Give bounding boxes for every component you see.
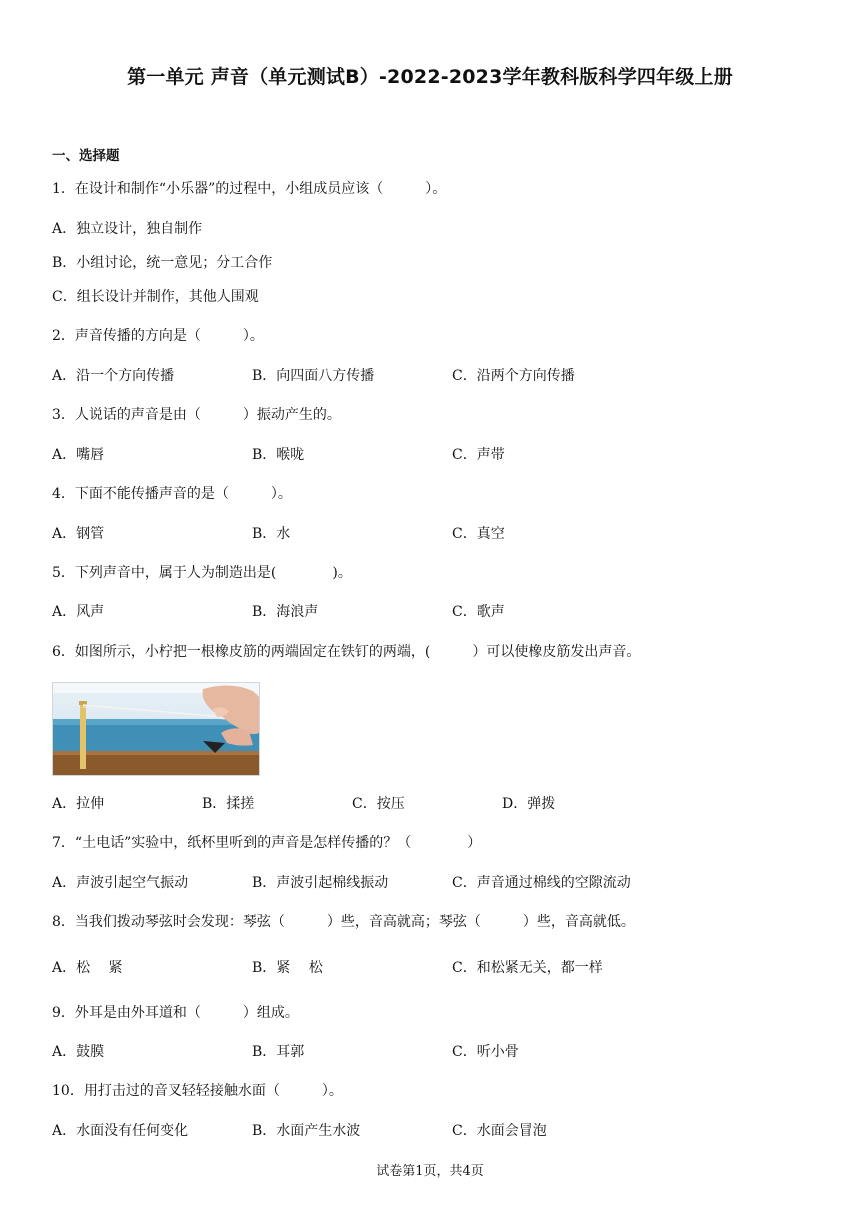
question-6-option-a: A．拉伸: [52, 796, 105, 812]
question-5-option-c: C．歌声: [452, 604, 505, 620]
question-7-stem: 7．“土电话”实验中，纸杯里听到的声音是怎样传播的？（ ）: [52, 835, 482, 851]
question-2-option-b: B．向四面八方传播: [252, 368, 375, 384]
question-6-option-b: B．揉搓: [202, 796, 255, 812]
question-10-option-c: C．水面会冒泡: [452, 1123, 547, 1139]
question-6-option-c: C．按压: [352, 796, 405, 812]
question-9-option-a: A．鼓膜: [52, 1044, 105, 1060]
question-4-option-a: A．钢管: [52, 526, 105, 542]
question-3-option-a: A．嘴唇: [52, 447, 105, 463]
question-4-option-c: C．真空: [452, 526, 505, 542]
question-6-stem: 6．如图所示，小柠把一根橡皮筋的两端固定在铁钉的两端，( ）可以使橡皮筋发出声音。: [52, 644, 641, 660]
question-1-stem: 1．在设计和制作“小乐器”的过程中，小组成员应该（ ）。: [52, 181, 447, 197]
question-10-option-a: A．水面没有任何变化: [52, 1123, 189, 1139]
question-7-option-a: A．声波引起空气振动: [52, 875, 189, 891]
question-1-option-a: A．独立设计，独自制作: [52, 221, 203, 237]
question-7-option-c: C．声音通过棉线的空隙流动: [452, 875, 631, 891]
question-5-stem: 5．下列声音中，属于人为制造出是( )。: [52, 565, 352, 581]
question-7-option-b: B．声波引起棉线振动: [252, 875, 389, 891]
question-8-option-a: A．松 紧: [52, 960, 123, 976]
rubber-band-photo: [52, 682, 260, 776]
question-10-stem: 10．用打击过的音叉轻轻接触水面（ ）。: [52, 1083, 343, 1099]
question-1-option-c: C．组长设计并制作，其他人围观: [52, 289, 259, 305]
question-2-option-c: C．沿两个方向传播: [452, 368, 575, 384]
question-10-option-b: B．水面产生水波: [252, 1123, 361, 1139]
question-4-stem: 4．下面不能传播声音的是（ ）。: [52, 486, 292, 502]
question-8-option-b: B．紧 松: [252, 960, 323, 976]
question-9-option-b: B．耳郭: [252, 1044, 305, 1060]
question-1-option-b: B．小组讨论，统一意见；分工合作: [52, 255, 273, 271]
question-3-option-c: C．声带: [452, 447, 505, 463]
question-2-stem: 2．声音传播的方向是（ ）。: [52, 328, 264, 344]
question-5-option-b: B．海浪声: [252, 604, 319, 620]
section-heading: 一、选择题: [52, 148, 120, 164]
question-3-option-b: B．喉咙: [252, 447, 305, 463]
question-8-stem: 8．当我们拨动琴弦时会发现：琴弦（ ）些，音高就高；琴弦（ ）些，音高就低。: [52, 914, 635, 930]
page-footer: 试卷第1页，共4页: [376, 1164, 484, 1179]
question-5-option-a: A．风声: [52, 604, 105, 620]
question-8-option-c: C．和松紧无关，都一样: [452, 960, 603, 976]
question-2-option-a: A．沿一个方向传播: [52, 368, 175, 384]
question-4-option-b: B．水: [252, 526, 291, 542]
question-9-stem: 9．外耳是由外耳道和（ ）组成。: [52, 1005, 299, 1021]
question-9-option-c: C．听小骨: [452, 1044, 519, 1060]
question-6-option-d: D．弹拨: [502, 796, 556, 812]
question-3-stem: 3．人说话的声音是由（ ）振动产生的。: [52, 407, 341, 423]
page-title: 第一单元 声音（单元测试B）-2022-2023学年教科版科学四年级上册: [127, 66, 733, 88]
